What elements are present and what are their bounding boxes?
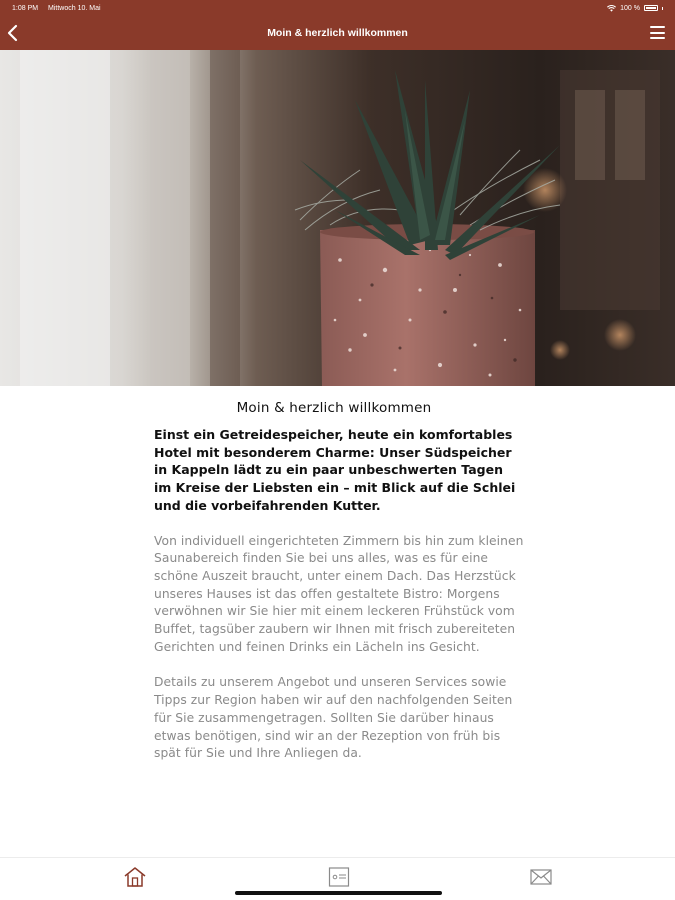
home-indicator[interactable] xyxy=(235,891,442,895)
page-heading: Moin & herzlich willkommen xyxy=(236,400,432,416)
nav-title: Moin & herzlich willkommen xyxy=(267,27,408,39)
status-left xyxy=(12,5,109,12)
status-time: 1:08 PM xyxy=(12,4,39,12)
battery-percent: 100 % xyxy=(620,4,640,12)
nav-bar xyxy=(0,16,675,50)
battery-nub xyxy=(662,7,663,10)
wifi-icon xyxy=(607,5,616,12)
hamburger-menu-icon[interactable] xyxy=(650,25,665,40)
content-area xyxy=(154,400,524,781)
home-icon[interactable] xyxy=(123,866,147,888)
body-paragraph-1: Von individuell eingerichteten Zimmern bis hin zum kleinen Saunabereich finden Sie bei uns alles, was es für eine schöne Auszeit braucht, unter einem Dach. Das Herzstück unseres Hauses ist das offen gestaltete Bistro: Morgens verwöhnen wir Sie hier mit einem leckeren Frühstück vom Buffet, tagsüber zaubern wir Ihnen mit frisch zubereiteten Gerichten und feinen Drinks ein Lächeln ins Gesicht. xyxy=(154,533,524,654)
lead-paragraph: Einst ein Getreidespeicher, heute ein komfortables Hotel mit besonderem Charme: Unser Südspeicher in Kappeln lädt zu ein paar unbeschwerten Tagen im Kreise der Liebsten ein – mit Blick auf die Schlei und die vorbeifahrenden Kutter. xyxy=(154,427,516,513)
info-card-icon[interactable] xyxy=(327,866,351,888)
status-bar xyxy=(0,0,675,16)
status-date: Mittwoch 10. Mai xyxy=(48,4,101,12)
body-paragraph-2: Details zu unserem Angebot und unseren Services sowie Tipps zur Region haben wir auf den nachfolgenden Seiten für Sie zusammengetragen. Sollten Sie darüber hinaus etwas benötigen, sind wir an der Rezeption von früh bis spät für Sie und Ihre Anliegen da. xyxy=(154,675,513,761)
plant-photo xyxy=(0,50,675,386)
chevron-left-icon[interactable] xyxy=(6,24,20,42)
hero-image xyxy=(0,50,675,386)
mail-icon[interactable] xyxy=(529,866,553,888)
status-right xyxy=(607,5,663,12)
battery-icon xyxy=(644,5,658,11)
